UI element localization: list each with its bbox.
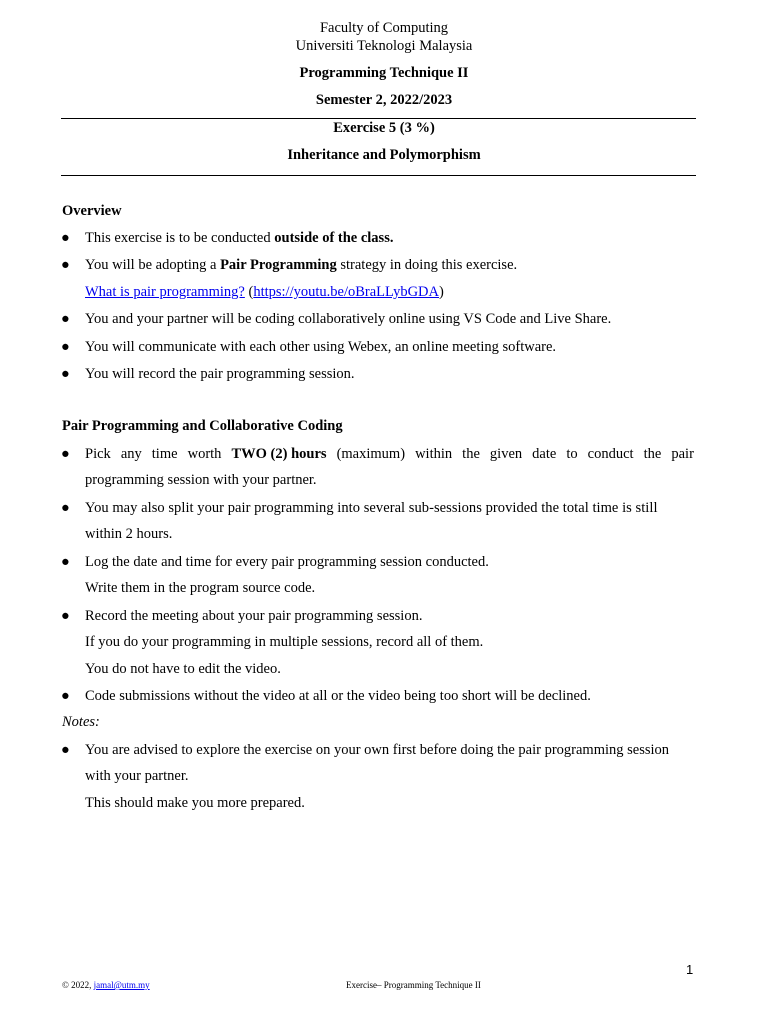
bullet-marker: ●	[61, 554, 70, 570]
page-number: 1	[686, 962, 694, 977]
pair-item-record-meeting-cont2: You do not have to edit the video.	[85, 661, 281, 677]
notes-label: Notes:	[62, 714, 100, 730]
pair-item-log-date-cont: Write them in the program source code.	[85, 580, 316, 596]
bullet-marker: ●	[61, 446, 70, 462]
overview-item-vscode: You and your partner will be coding collaboratively online using VS Code and Live Share.	[85, 311, 612, 327]
two-hours-bold: TWO (2) hours	[231, 446, 327, 462]
word: Pick	[85, 446, 111, 462]
word: worth	[187, 446, 222, 462]
word: time	[151, 446, 178, 462]
pair-item-declined: Code submissions without the video at all or the video being too short will be declined.	[85, 688, 591, 704]
pair-item-log-date: Log the date and time for every pair programming session conducted.	[85, 554, 489, 570]
overview-item-record: You will record the pair programming session.	[85, 366, 355, 382]
word: within	[415, 446, 453, 462]
bullet-marker: ●	[61, 688, 70, 704]
word: pair	[671, 446, 694, 462]
item-bold-text: Pair Programming	[220, 257, 337, 273]
overview-item-outside-class	[85, 229, 393, 247]
word: date	[532, 446, 557, 462]
bullet-marker: ●	[61, 742, 70, 758]
email-link[interactable]: jamal@utm.my	[93, 980, 150, 990]
pair-programming-links	[85, 283, 444, 301]
footer-copyright	[62, 979, 150, 991]
word: any	[120, 446, 142, 462]
footer-course: Exercise– Programming Technique II	[346, 980, 481, 990]
bullet-marker: ●	[61, 311, 70, 327]
overview-item-pair-programming	[85, 256, 517, 274]
pair-programming-heading: Pair Programming and Collaborative Coding	[62, 418, 343, 434]
word: (maximum)	[336, 446, 406, 462]
overview-item-webex: You will communicate with each other using Webex, an online meeting software.	[85, 339, 557, 355]
bullet-marker: ●	[61, 230, 70, 246]
word: given	[489, 446, 523, 462]
item-text: This exercise is to be conducted	[85, 230, 275, 246]
overview-heading: Overview	[62, 203, 122, 219]
pair-item-split-sessions: You may also split your pair programming into several sub-sessions provided the total time is still	[85, 500, 658, 516]
exercise-topic: Inheritance and Polymorphism	[287, 147, 481, 163]
word: conduct	[587, 446, 634, 462]
notes-item-explore-cont2: This should make you more prepared.	[85, 795, 305, 811]
item-text: strategy in doing this exercise.	[336, 257, 518, 273]
bullet-marker: ●	[61, 366, 70, 382]
semester-label: Semester 2, 2022/2023	[315, 92, 453, 108]
notes-item-explore: You are advised to explore the exercise on your own first before doing the pair programming session	[85, 742, 670, 758]
what-is-pair-programming-link[interactable]: What is pair programming?	[85, 284, 245, 300]
bullet-marker: ●	[61, 257, 70, 273]
word: to	[566, 446, 578, 462]
word: the	[643, 446, 662, 462]
pair-item-split-sessions-cont: within 2 hours.	[85, 526, 173, 542]
faculty-name: Faculty of Computing	[319, 20, 449, 36]
youtube-url-link[interactable]: https://youtu.be/oBraLLybGDA	[253, 284, 439, 300]
pair-item-two-hours	[85, 445, 694, 463]
pair-item-record-meeting-cont: If you do your programming in multiple sessions, record all of them.	[85, 634, 484, 650]
pair-item-record-meeting: Record the meeting about your pair programming session.	[85, 608, 423, 624]
pair-item-two-hours-cont: programming session with your partner.	[85, 472, 317, 488]
university-name: Universiti Teknologi Malaysia	[295, 38, 473, 54]
bottom-divider	[61, 175, 696, 176]
notes-item-explore-cont: with your partner.	[85, 768, 189, 784]
bullet-marker: ●	[61, 608, 70, 624]
word: the	[462, 446, 480, 462]
item-bold-text: outside of the class.	[274, 230, 394, 246]
paren-open: (	[244, 284, 254, 300]
item-text: You will be adopting a	[85, 257, 221, 273]
paren-close: )	[439, 284, 444, 300]
copyright-text: © 2022,	[62, 980, 94, 990]
course-title: Programming Technique II	[299, 65, 469, 81]
exercise-title: Exercise 5 (3 %)	[333, 120, 435, 136]
bullet-marker: ●	[61, 500, 70, 516]
bullet-marker: ●	[61, 339, 70, 355]
